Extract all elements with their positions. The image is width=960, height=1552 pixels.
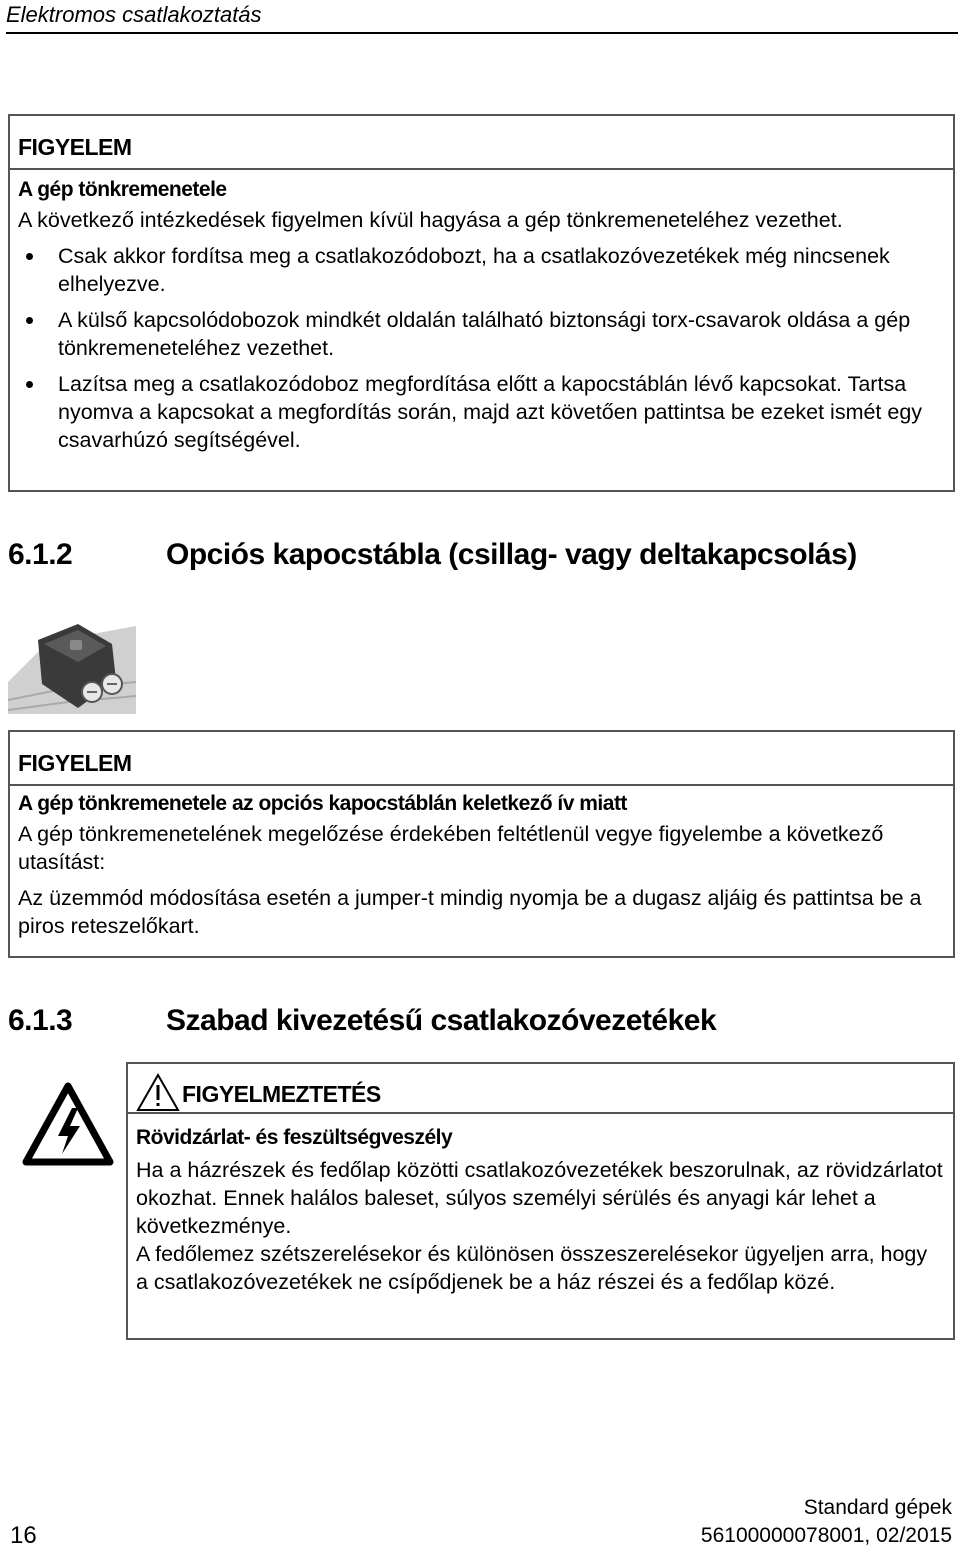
list-item: A külső kapcsolódobozok mindkét oldalán található biztonsági torx-csavarok oldása a gép tönkremeneteléhez vezethet.	[18, 306, 953, 362]
section-heading	[8, 538, 857, 572]
notice-paragraph: A gép tönkremenetelének megelőzése érdekében feltétlenül vegye figyelembe a következő utasítást:	[18, 822, 884, 874]
notice-title: A gép tönkremenetele az opciós kapocstáblán keletkező ív miatt	[18, 792, 627, 815]
notice-paragraph: Ha a házrészek és fedőlap közötti csatlakozóvezetékek beszorulnak, az rövidzárlatot okozhat. Ennek halálos baleset, súlyos személyi sérülés és anyagi kár lehet a következménye.	[136, 1158, 943, 1238]
notice-label: FIGYELEM	[10, 116, 953, 170]
bullet-icon	[26, 381, 33, 388]
footer-doc-info	[701, 1494, 952, 1550]
notice-paragraph: A fedőlemez szétszerelésekor és különösen összeszerelésekor ügyeljen arra, hogy a csatlakozóvezetékek ne csípődjenek be a ház részei és a fedőlap közé.	[136, 1242, 928, 1294]
notice-label: FIGYELEM	[10, 732, 953, 786]
warning-triangle-icon	[136, 1072, 180, 1112]
notice-label-row	[128, 1064, 953, 1114]
section-title: Opciós kapocstábla (csillag- vagy deltakapcsolás)	[166, 538, 857, 571]
notice-label: FIGYELMEZTETÉS	[182, 1081, 381, 1107]
header-rule	[6, 32, 958, 34]
notice-bullet-list	[10, 242, 953, 454]
notice-title: Rövidzárlat- és feszültségveszély	[136, 1126, 453, 1149]
notice-title: A gép tönkremenetele	[18, 178, 227, 201]
doc-number: 56100000078001, 02/2015	[700, 1524, 952, 1547]
list-item: Csak akkor fordítsa meg a csatlakozódobozt, ha a csatlakozóvezetékek még nincsenek elhelyezve.	[18, 242, 953, 298]
section-number: 6.1.2	[8, 538, 73, 571]
terminal-board-image	[8, 622, 136, 714]
running-header: Elektromos csatlakoztatás	[6, 2, 262, 27]
page-number: 16	[10, 1522, 37, 1549]
section-heading	[8, 1004, 716, 1038]
bullet-icon	[26, 253, 33, 260]
notice-intro: A következő intézkedések figyelmen kívül hagyása a gép tönkremeneteléhez vezethet.	[18, 208, 843, 232]
notice-box-caution	[8, 730, 955, 958]
notice-box-caution	[8, 114, 955, 492]
high-voltage-warning-icon	[22, 1082, 114, 1166]
list-item: Lazítsa meg a csatlakozódoboz megfordítása előtt a kapocstáblán lévő kapcsokat. Tartsa nyomva a kapcsokat a megfordítás során, majd azt követően pattintsa be ezeket ismét egy csavarhúzó segítségével.	[18, 370, 953, 454]
doc-title: Standard gépek	[803, 1496, 952, 1519]
notice-paragraph: Az üzemmód módosítása esetén a jumper-t mindig nyomja be a dugasz aljáig és pattintsa be a piros reteszelőkart.	[18, 886, 922, 938]
notice-box-warning	[126, 1062, 955, 1340]
section-number: 6.1.3	[8, 1004, 73, 1037]
bullet-icon	[26, 317, 33, 324]
section-title: Szabad kivezetésű csatlakozóvezetékek	[166, 1004, 717, 1037]
